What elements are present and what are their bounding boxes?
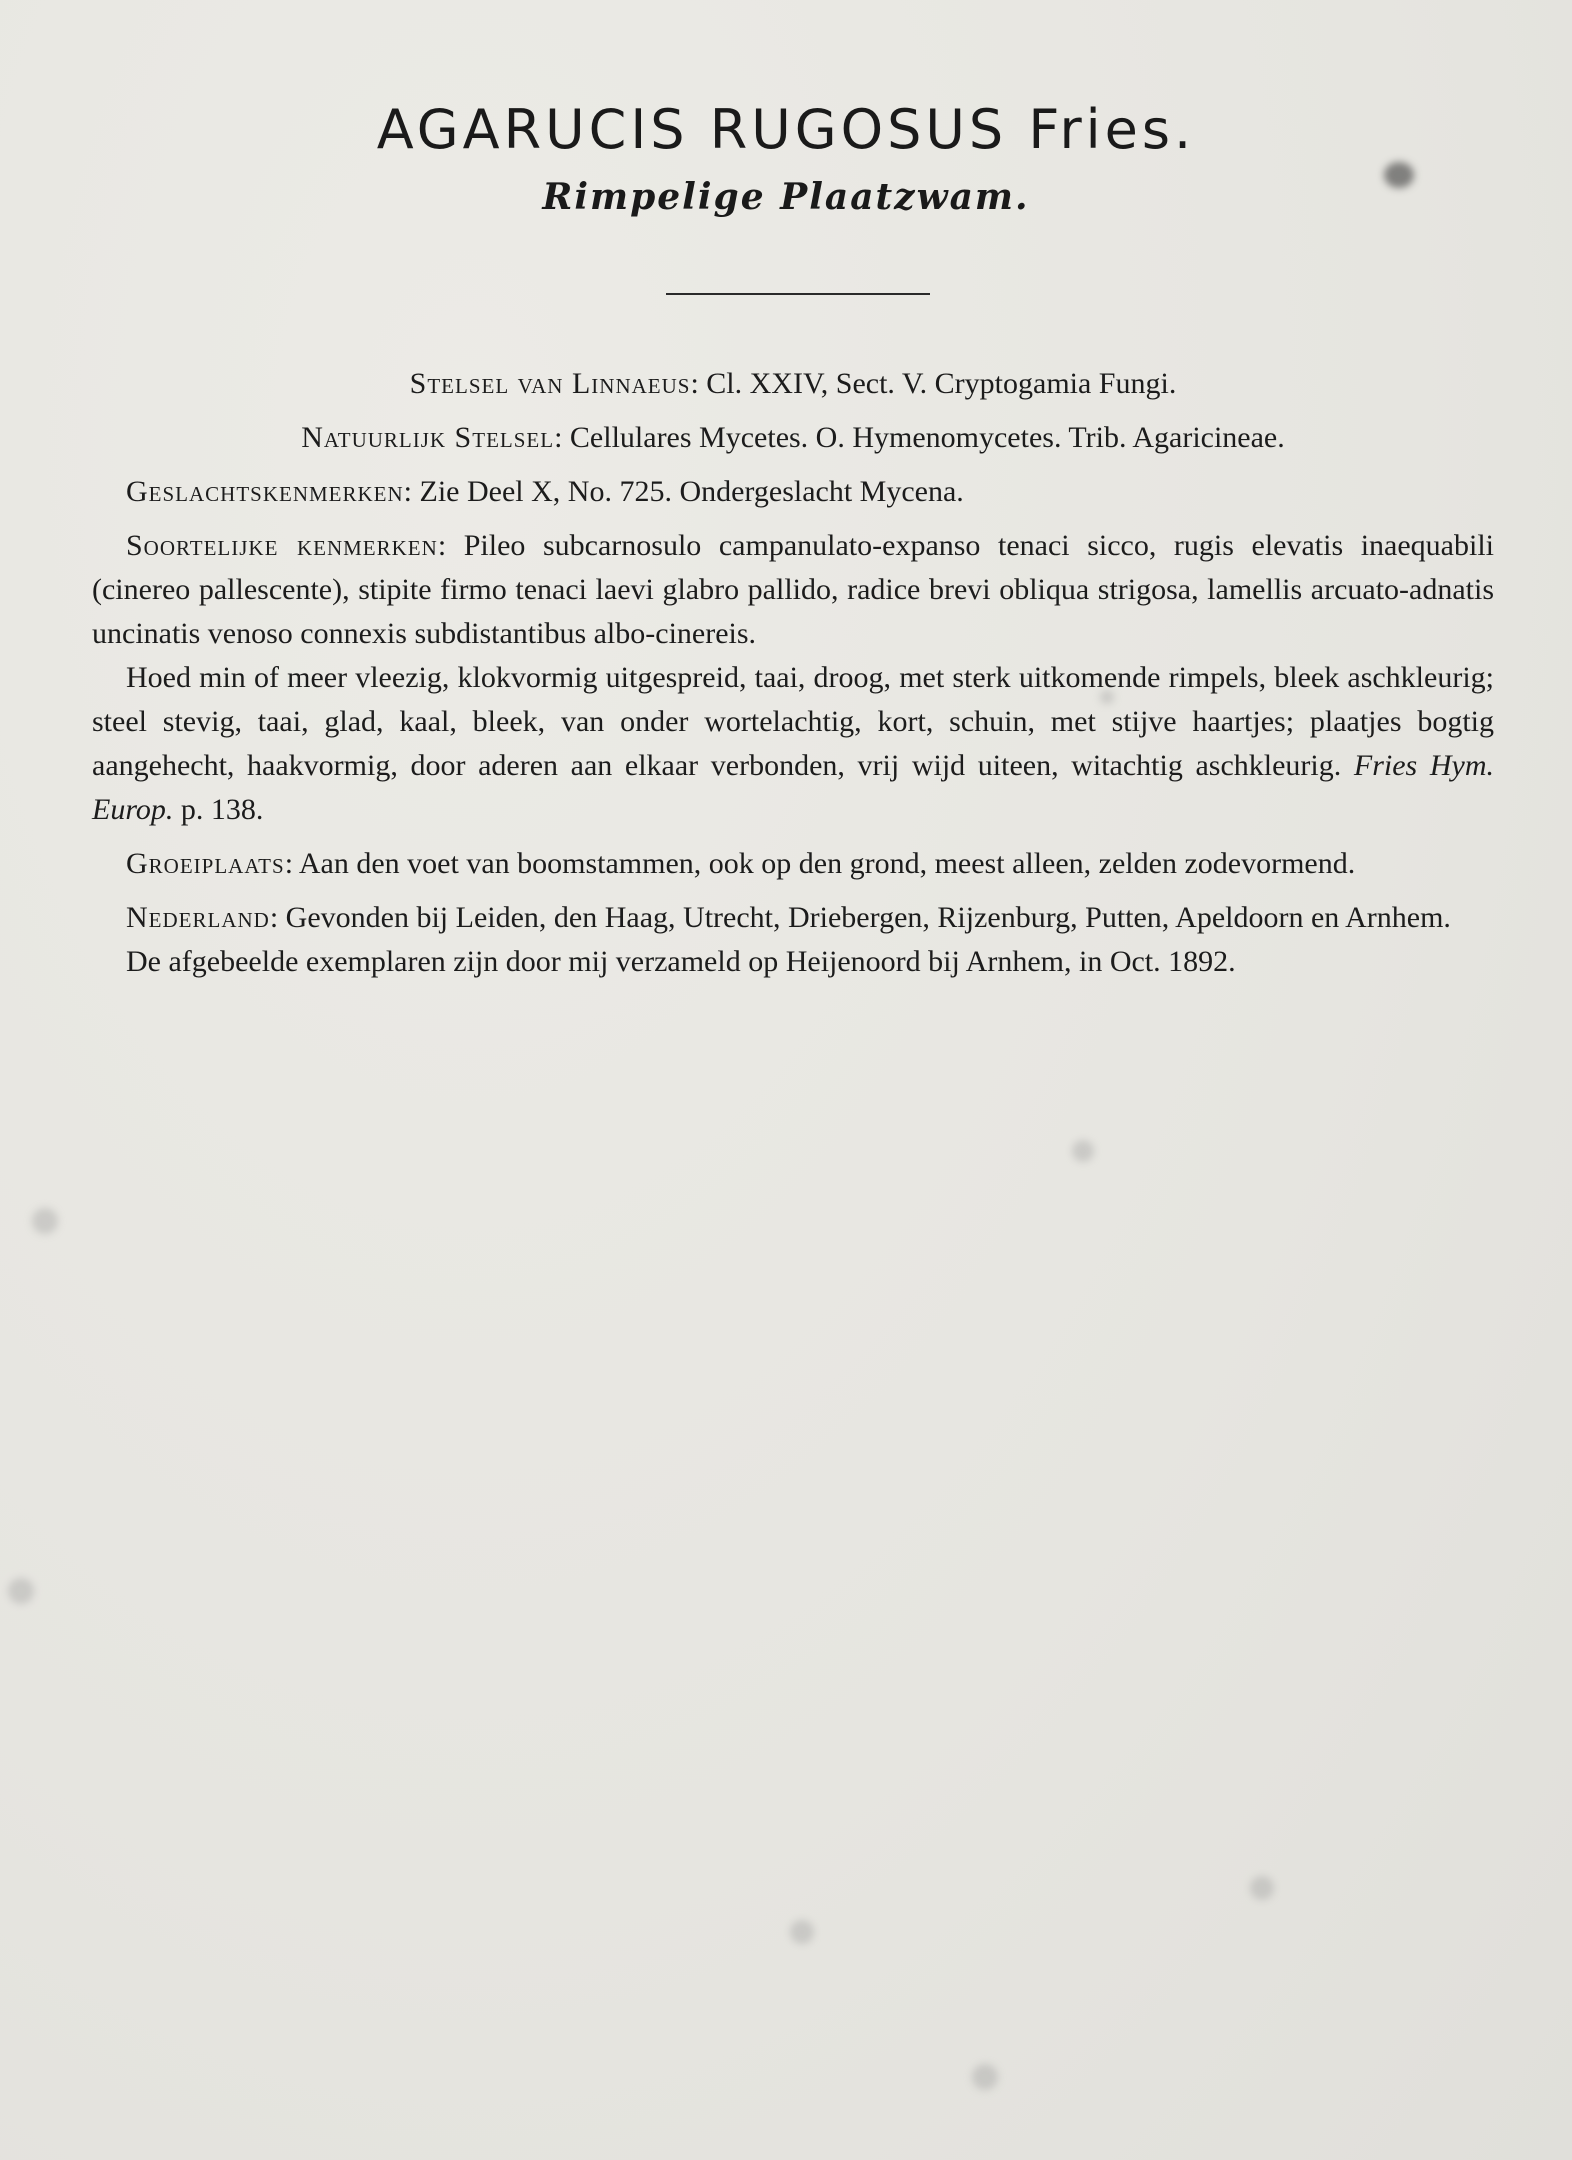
section-text: Cl. XXIV, Sect. V. Cryptogamia Fungi.	[706, 367, 1177, 400]
section-text: Aan den voet van boomstammen, ook op den grond, meest alleen, zelden zodevormend.	[298, 847, 1356, 880]
section-text: De afgebeelde exemplaren zijn door mij verzameld op Heijenoord bij Arnhem, in Oct. 1892.	[126, 945, 1236, 978]
section-text: Gevonden bij Leiden, den Haag, Utrecht, Driebergen, Rijzenburg, Putten, Apeldoorn en Arnhem.	[285, 901, 1451, 934]
stain-spot	[32, 1208, 58, 1234]
section-soortelijke-kenmerken: Soortelijke kenmerken: Pileo subcarnosulo campanulato-expanso tenaci sicco, rugis elevatis inaequabili (cinereo pallescente), stipite firmo tenaci laevi glabro pallido, radice brevi obliqua strigosa, lamellis arcuato-adnatis uncinatis venoso connexis subdistantibus albo-cinereis.	[92, 529, 1494, 650]
stain-spot	[972, 2064, 998, 2090]
section-label: Stelsel van Linnaeus	[409, 367, 691, 400]
section-groeiplaats: Groeiplaats: Aan den voet van boomstammen, ook op den grond, meest alleen, zelden zodevormend.	[126, 847, 1356, 880]
section-geslachtskenmerken: Geslachtskenmerken: Zie Deel X, No. 725. Ondergeslacht Mycena.	[126, 475, 964, 508]
section-text: Zie Deel X, No. 725. Ondergeslacht Mycena.	[419, 475, 964, 508]
section-natuurlijk-stelsel: Natuurlijk Stelsel: Cellulares Mycetes. O. Hymenomycetes. Trib. Agaricineae.	[301, 421, 1285, 454]
stain-spot	[1250, 1876, 1274, 1900]
literature-page: p. 138.	[180, 793, 264, 826]
page-subtitle: Rimpelige Plaatzwam.	[542, 176, 1030, 218]
literature-reference: Fries Hym. Europ.	[92, 749, 1495, 826]
section-exemplaren	[92, 940, 1494, 984]
section-label: Geslachtskenmerken	[126, 475, 404, 508]
section-text: Hoed min of meer vleezig, klokvormig uitgespreid, taai, droog, met sterk uitkomende rimpels, bleek aschkleurig; steel stevig, taai, glad, kaal, bleek, van onder wortelachtig, kort, schuin, met stijve haartjes; plaatjes bogtig aangehecht, haakvormig, door aderen aan elkaar verbonden, vrij wijd uiteen, witachtig aschkleurig.	[92, 661, 1494, 782]
section-label: Groeiplaats	[126, 847, 285, 880]
section-label: Nederland	[126, 901, 270, 934]
section-text: Pileo subcarnosulo campanulato-expanso tenaci sicco, rugis elevatis inaequabili (cinereo pallescente), stipite firmo tenaci laevi glabro pallido, radice brevi obliqua strigosa, lamellis arcuato-adnatis uncinatis venoso connexis subdistantibus albo-cinereis.	[92, 529, 1494, 650]
page-title: AGARUCIS RUGOSUS Fries.	[376, 98, 1196, 161]
section-text: Cellulares Mycetes. O. Hymenomycetes. Trib. Agaricineae.	[569, 421, 1285, 454]
section-label: Soortelijke kenmerken	[126, 529, 438, 562]
section-stelsel-linnaeus: Stelsel van Linnaeus: Cl. XXIV, Sect. V. Cryptogamia Fungi.	[409, 367, 1177, 400]
stain-spot	[1072, 1140, 1094, 1162]
stain-spot	[790, 1920, 814, 1944]
section-nederland: Nederland: Gevonden bij Leiden, den Haag, Utrecht, Driebergen, Rijzenburg, Putten, Apeldoorn en Arnhem.	[126, 901, 1451, 934]
section-label: Natuurlijk Stelsel	[301, 421, 555, 454]
section-beschrijving	[92, 656, 1494, 832]
stain-spot	[8, 1578, 34, 1604]
species-description	[92, 362, 1494, 994]
title-divider	[666, 293, 930, 295]
